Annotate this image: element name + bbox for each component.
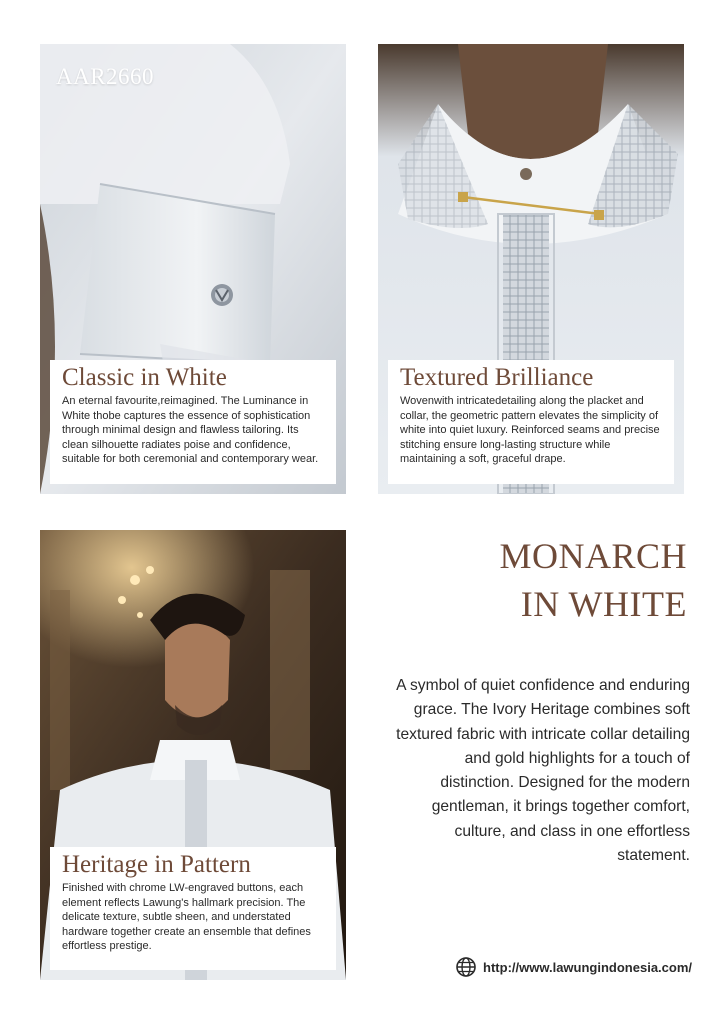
card-body: Wovenwith intricatedetailing along the placket and collar, the geometric pattern elevates the simplicity of white into quiet luxury. Reinforced seams and precise stitching ensure long-lasting structure while maintaining a soft, graceful drape. [400, 395, 660, 465]
card-title: Classic in White [62, 364, 227, 391]
card-title: Heritage in Pattern [62, 851, 251, 878]
globe-icon [455, 956, 477, 978]
headline-line-1: MONARCH [499, 536, 687, 576]
page-headline [499, 532, 687, 628]
website-link[interactable] [455, 956, 692, 978]
feature-card-textured [388, 360, 674, 484]
feature-card-heritage [50, 847, 336, 970]
product-description: A symbol of quiet confidence and enduring grace. The Ivory Heritage combines soft textured fabric with intricate collar detailing and gold highlights for a touch of distinction. Designed for the modern gentleman, it brings together comfort, culture, and class in one effortless statement. [396, 677, 690, 865]
card-title: Textured Brilliance [400, 364, 594, 391]
feature-card-classic [50, 360, 336, 484]
card-body: An eternal favourite,reimagined. The Luminance in White thobe captures the essence of sophistication through minimal design and flawless tailoring. Its clean silhouette radiates poise and confidence, suitable for both ceremonial and contemporary wear. [62, 395, 319, 465]
card-body: Finished with chrome LW-engraved buttons, each element reflects Lawung's hallmark precision. The delicate texture, subtle sheen, and understated hardware together create an ensemble that defines effortless prestige. [62, 882, 311, 952]
product-code: AAR2660 [56, 64, 155, 89]
website-url: http://www.lawungindonesia.com/ [483, 959, 692, 975]
headline-line-2: IN WHITE [520, 584, 687, 624]
